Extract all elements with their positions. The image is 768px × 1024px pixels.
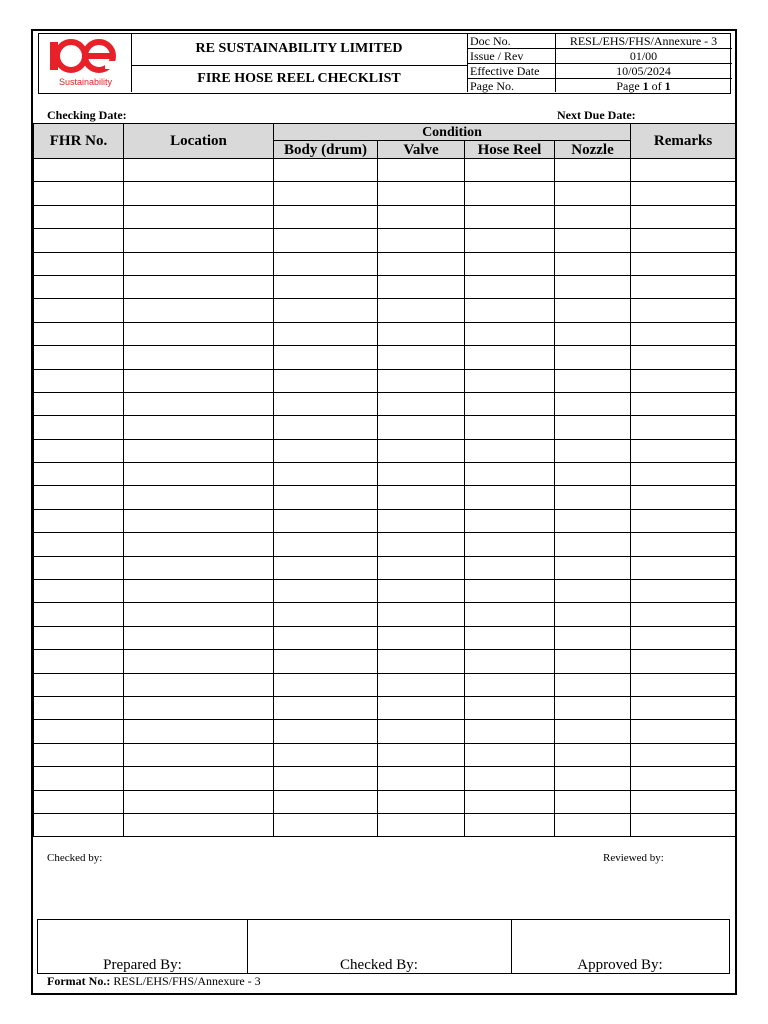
table-cell[interactable]: [465, 346, 555, 369]
table-cell[interactable]: [465, 509, 555, 532]
table-row: [34, 603, 736, 626]
prepared-by-cell[interactable]: [38, 920, 247, 973]
table-cell[interactable]: [555, 720, 631, 743]
table-cell[interactable]: [555, 275, 631, 298]
table-cell[interactable]: [465, 439, 555, 462]
table-cell[interactable]: [378, 743, 465, 766]
doc-no-value: RESL/EHS/FHS/Annexure - 3: [569, 34, 718, 48]
table-row: [34, 813, 736, 836]
table-cell[interactable]: [274, 650, 378, 673]
table-row: [34, 720, 736, 743]
table-cell[interactable]: [631, 392, 736, 415]
table-cell[interactable]: [555, 439, 631, 462]
table-cell[interactable]: [274, 322, 378, 345]
table-cell[interactable]: [378, 346, 465, 369]
table-cell[interactable]: [631, 790, 736, 813]
table-cell[interactable]: [378, 603, 465, 626]
table-cell[interactable]: [34, 346, 124, 369]
table-cell[interactable]: [631, 696, 736, 719]
table-cell[interactable]: [378, 392, 465, 415]
table-cell[interactable]: [124, 509, 274, 532]
table-cell[interactable]: [465, 533, 555, 556]
table-cell[interactable]: [274, 509, 378, 532]
table-cell[interactable]: [124, 767, 274, 790]
table-cell[interactable]: [124, 743, 274, 766]
table-cell[interactable]: [465, 790, 555, 813]
checking-date-label: Checking Date:: [47, 108, 127, 122]
table-row: [34, 252, 736, 275]
table-cell[interactable]: [631, 416, 736, 439]
table-cell[interactable]: [124, 322, 274, 345]
table-cell[interactable]: [274, 767, 378, 790]
table-cell[interactable]: [555, 509, 631, 532]
table-row: [34, 626, 736, 649]
table-cell[interactable]: [124, 813, 274, 836]
table-cell[interactable]: [555, 299, 631, 322]
table-cell[interactable]: [465, 205, 555, 228]
table-cell[interactable]: [631, 767, 736, 790]
table-cell[interactable]: [34, 439, 124, 462]
table-row: [34, 299, 736, 322]
table-row: [34, 790, 736, 813]
page-no-label: Page No.: [470, 79, 514, 93]
table-cell[interactable]: [274, 229, 378, 252]
table-row: [34, 205, 736, 228]
table-cell[interactable]: [555, 603, 631, 626]
table-row: [34, 486, 736, 509]
table-cell[interactable]: [274, 346, 378, 369]
table-row: [34, 439, 736, 462]
table-cell[interactable]: [274, 696, 378, 719]
table-row: [34, 767, 736, 790]
table-cell[interactable]: [465, 182, 555, 205]
table-cell[interactable]: [555, 486, 631, 509]
table-cell[interactable]: [555, 696, 631, 719]
table-cell[interactable]: [378, 486, 465, 509]
table-cell[interactable]: [34, 322, 124, 345]
table-row: [34, 463, 736, 486]
table-cell[interactable]: [34, 182, 124, 205]
table-cell[interactable]: [631, 673, 736, 696]
table-cell[interactable]: [555, 743, 631, 766]
form-title: FIRE HOSE REEL CHECKLIST: [197, 71, 401, 86]
approved-by-label: Approved By:: [577, 957, 663, 973]
table-cell[interactable]: [34, 580, 124, 603]
table-cell[interactable]: [631, 229, 736, 252]
table-row: [34, 533, 736, 556]
table-cell[interactable]: [465, 603, 555, 626]
table-cell[interactable]: [631, 813, 736, 836]
table-cell[interactable]: [124, 252, 274, 275]
table-cell[interactable]: [34, 743, 124, 766]
format-number: [47, 974, 261, 989]
table-cell[interactable]: [274, 182, 378, 205]
table-cell[interactable]: [34, 205, 124, 228]
table-cell[interactable]: [124, 650, 274, 673]
table-cell[interactable]: [378, 205, 465, 228]
table-cell[interactable]: [378, 696, 465, 719]
table-cell[interactable]: [631, 275, 736, 298]
table-cell[interactable]: [631, 252, 736, 275]
table-cell[interactable]: [378, 299, 465, 322]
col-body-drum: Body (drum): [274, 141, 378, 159]
table-cell[interactable]: [555, 626, 631, 649]
doc-no-label: Doc No.: [470, 34, 511, 48]
table-row: [34, 392, 736, 415]
table-cell[interactable]: [274, 252, 378, 275]
table-cell[interactable]: [34, 813, 124, 836]
table-cell[interactable]: [124, 205, 274, 228]
table-cell[interactable]: [34, 556, 124, 579]
table-cell[interactable]: [378, 369, 465, 392]
table-cell[interactable]: [555, 159, 631, 182]
table-cell[interactable]: [124, 439, 274, 462]
table-cell[interactable]: [378, 159, 465, 182]
table-cell[interactable]: [555, 790, 631, 813]
table-cell[interactable]: [378, 767, 465, 790]
table-cell[interactable]: [34, 509, 124, 532]
table-cell[interactable]: [378, 252, 465, 275]
table-cell[interactable]: [465, 229, 555, 252]
table-cell[interactable]: [34, 720, 124, 743]
table-cell[interactable]: [274, 299, 378, 322]
table-cell[interactable]: [465, 369, 555, 392]
table-cell[interactable]: [465, 392, 555, 415]
table-cell[interactable]: [555, 205, 631, 228]
col-nozzle: Nozzle: [555, 141, 631, 159]
table-cell[interactable]: [34, 275, 124, 298]
col-fhr-no: FHR No.: [34, 124, 124, 159]
table-cell[interactable]: [555, 556, 631, 579]
table-cell[interactable]: [631, 439, 736, 462]
prepared-by-label: Prepared By:: [103, 957, 182, 973]
table-cell[interactable]: [555, 416, 631, 439]
table-cell[interactable]: [124, 603, 274, 626]
table-cell[interactable]: [465, 626, 555, 649]
table-cell[interactable]: [124, 626, 274, 649]
table-cell[interactable]: [631, 603, 736, 626]
signature-block: [37, 919, 730, 974]
col-condition: Condition: [274, 124, 631, 141]
table-cell[interactable]: [555, 346, 631, 369]
page-of: of: [651, 79, 662, 93]
table-cell[interactable]: [378, 790, 465, 813]
table-row: [34, 346, 736, 369]
reviewed-by-label: Reviewed by:: [603, 852, 664, 864]
divider: [131, 65, 467, 66]
table-cell[interactable]: [34, 463, 124, 486]
company-logo: [39, 34, 131, 92]
table-cell[interactable]: [34, 416, 124, 439]
table-body: [34, 159, 736, 837]
table-cell[interactable]: [124, 463, 274, 486]
table-cell[interactable]: [34, 299, 124, 322]
table-cell[interactable]: [631, 533, 736, 556]
table-cell[interactable]: [465, 720, 555, 743]
table-cell[interactable]: [465, 486, 555, 509]
table-cell[interactable]: [274, 673, 378, 696]
table-cell[interactable]: [34, 392, 124, 415]
col-location: Location: [124, 124, 274, 159]
table-cell[interactable]: [465, 299, 555, 322]
table-cell[interactable]: [465, 767, 555, 790]
table-cell[interactable]: [555, 182, 631, 205]
table-cell[interactable]: [34, 486, 124, 509]
table-cell[interactable]: [274, 813, 378, 836]
table-cell[interactable]: [124, 229, 274, 252]
next-due-date-label: Next Due Date:: [557, 108, 636, 122]
checked-by-cell[interactable]: [247, 920, 511, 973]
table-cell[interactable]: [124, 369, 274, 392]
table-row: [34, 159, 736, 182]
table-cell[interactable]: [274, 720, 378, 743]
table-cell[interactable]: [34, 229, 124, 252]
table-row: [34, 182, 736, 205]
page-total: 1: [664, 79, 671, 93]
table-cell[interactable]: [274, 416, 378, 439]
table-cell[interactable]: [555, 369, 631, 392]
approved-by-cell[interactable]: [511, 920, 729, 973]
table-cell[interactable]: [378, 580, 465, 603]
table-row: [34, 229, 736, 252]
table-row: [34, 275, 736, 298]
checklist-table: [33, 123, 736, 837]
table-cell[interactable]: [378, 720, 465, 743]
table-cell[interactable]: [274, 790, 378, 813]
table-cell[interactable]: [274, 439, 378, 462]
table-cell[interactable]: [465, 743, 555, 766]
table-cell[interactable]: [555, 650, 631, 673]
table-cell[interactable]: [378, 673, 465, 696]
table-cell[interactable]: [124, 392, 274, 415]
table-cell[interactable]: [34, 673, 124, 696]
checked-by-label: Checked by:: [47, 852, 103, 864]
table-cell[interactable]: [465, 252, 555, 275]
table-cell[interactable]: [631, 650, 736, 673]
table-cell[interactable]: [631, 369, 736, 392]
table-cell[interactable]: [124, 580, 274, 603]
table-cell[interactable]: [34, 626, 124, 649]
table-cell[interactable]: [555, 229, 631, 252]
table-cell[interactable]: [34, 696, 124, 719]
table-cell[interactable]: [631, 626, 736, 649]
table-cell[interactable]: [555, 392, 631, 415]
table-cell[interactable]: [465, 556, 555, 579]
table-cell[interactable]: [124, 275, 274, 298]
table-cell[interactable]: [34, 603, 124, 626]
table-cell[interactable]: [124, 556, 274, 579]
page-no-value: [555, 79, 732, 94]
page-prefix: Page: [616, 79, 640, 93]
col-remarks: Remarks: [631, 124, 736, 159]
table-cell[interactable]: [378, 626, 465, 649]
table-cell[interactable]: [631, 299, 736, 322]
table-cell[interactable]: [274, 369, 378, 392]
format-value: RESL/EHS/FHS/Annexure - 3: [113, 974, 261, 988]
table-cell[interactable]: [124, 346, 274, 369]
table-cell[interactable]: [631, 159, 736, 182]
format-label: Format No.:: [47, 974, 111, 988]
table-cell[interactable]: [124, 299, 274, 322]
table-row: [34, 650, 736, 673]
table-cell[interactable]: [274, 743, 378, 766]
table-cell[interactable]: [274, 275, 378, 298]
table-cell[interactable]: [378, 416, 465, 439]
table-cell[interactable]: [631, 556, 736, 579]
table-cell[interactable]: [124, 182, 274, 205]
table-row: [34, 416, 736, 439]
table-cell[interactable]: [274, 486, 378, 509]
table-cell[interactable]: [274, 626, 378, 649]
table-cell[interactable]: [465, 650, 555, 673]
table-cell[interactable]: [124, 790, 274, 813]
table-row: [34, 673, 736, 696]
table-cell[interactable]: [555, 767, 631, 790]
table-cell[interactable]: [274, 159, 378, 182]
table-cell[interactable]: [124, 696, 274, 719]
table-cell[interactable]: [555, 322, 631, 345]
table-cell[interactable]: [465, 275, 555, 298]
table-cell[interactable]: [378, 533, 465, 556]
table-cell[interactable]: [465, 322, 555, 345]
table-row: [34, 743, 736, 766]
issue-value: 01/00: [629, 49, 658, 63]
table-cell[interactable]: [555, 580, 631, 603]
table-row: [34, 580, 736, 603]
table-row: [34, 509, 736, 532]
table-cell[interactable]: [465, 159, 555, 182]
table-cell[interactable]: [378, 229, 465, 252]
table-cell[interactable]: [274, 556, 378, 579]
table-cell[interactable]: [34, 252, 124, 275]
table-cell[interactable]: [274, 463, 378, 486]
table-row: [34, 556, 736, 579]
checked-by-sign-label: Checked By:: [340, 957, 418, 973]
table-cell[interactable]: [124, 159, 274, 182]
table-cell[interactable]: [378, 650, 465, 673]
effective-date-label: Effective Date: [470, 64, 540, 78]
table-cell[interactable]: [34, 790, 124, 813]
table-cell[interactable]: [631, 720, 736, 743]
table-cell[interactable]: [378, 275, 465, 298]
table-cell[interactable]: [274, 603, 378, 626]
table-row: [34, 369, 736, 392]
table-cell[interactable]: [465, 416, 555, 439]
table-cell[interactable]: [631, 346, 736, 369]
table-cell[interactable]: [274, 205, 378, 228]
col-hose-reel: Hose Reel: [465, 141, 555, 159]
page-current: 1: [642, 79, 649, 93]
table-cell[interactable]: [124, 533, 274, 556]
issue-label: Issue / Rev: [470, 49, 524, 63]
table-cell[interactable]: [465, 673, 555, 696]
table-cell[interactable]: [465, 580, 555, 603]
table-cell[interactable]: [631, 322, 736, 345]
table-cell[interactable]: [124, 416, 274, 439]
table-cell[interactable]: [34, 650, 124, 673]
logo-subtext: Sustainability: [59, 77, 113, 87]
col-valve: Valve: [378, 141, 465, 159]
table-row: [34, 322, 736, 345]
table-cell[interactable]: [378, 509, 465, 532]
table-cell[interactable]: [124, 720, 274, 743]
table-cell[interactable]: [124, 673, 274, 696]
table-cell[interactable]: [555, 813, 631, 836]
table-cell[interactable]: [378, 556, 465, 579]
table-cell[interactable]: [555, 533, 631, 556]
table-row: [34, 696, 736, 719]
table-cell[interactable]: [378, 322, 465, 345]
table-cell[interactable]: [378, 182, 465, 205]
effective-date-value: 10/05/2024: [616, 64, 671, 78]
table-cell[interactable]: [34, 767, 124, 790]
table-cell[interactable]: [34, 533, 124, 556]
table-cell[interactable]: [631, 182, 736, 205]
table-cell[interactable]: [378, 439, 465, 462]
table-cell[interactable]: [555, 463, 631, 486]
table-cell[interactable]: [631, 580, 736, 603]
table-cell[interactable]: [631, 205, 736, 228]
table-cell[interactable]: [631, 509, 736, 532]
table-cell[interactable]: [555, 673, 631, 696]
table-cell[interactable]: [378, 813, 465, 836]
table-cell[interactable]: [34, 159, 124, 182]
table-cell[interactable]: [465, 696, 555, 719]
company-name: RE SUSTAINABILITY LIMITED: [195, 41, 403, 56]
table-cell[interactable]: [34, 369, 124, 392]
table-cell[interactable]: [465, 463, 555, 486]
table-cell[interactable]: [124, 486, 274, 509]
table-cell[interactable]: [555, 252, 631, 275]
table-cell[interactable]: [274, 392, 378, 415]
table-cell[interactable]: [631, 463, 736, 486]
document-header: [38, 33, 731, 94]
table-cell[interactable]: [631, 486, 736, 509]
table-cell[interactable]: [465, 813, 555, 836]
table-cell[interactable]: [274, 580, 378, 603]
table-cell[interactable]: [378, 463, 465, 486]
table-cell[interactable]: [631, 743, 736, 766]
table-cell[interactable]: [274, 533, 378, 556]
